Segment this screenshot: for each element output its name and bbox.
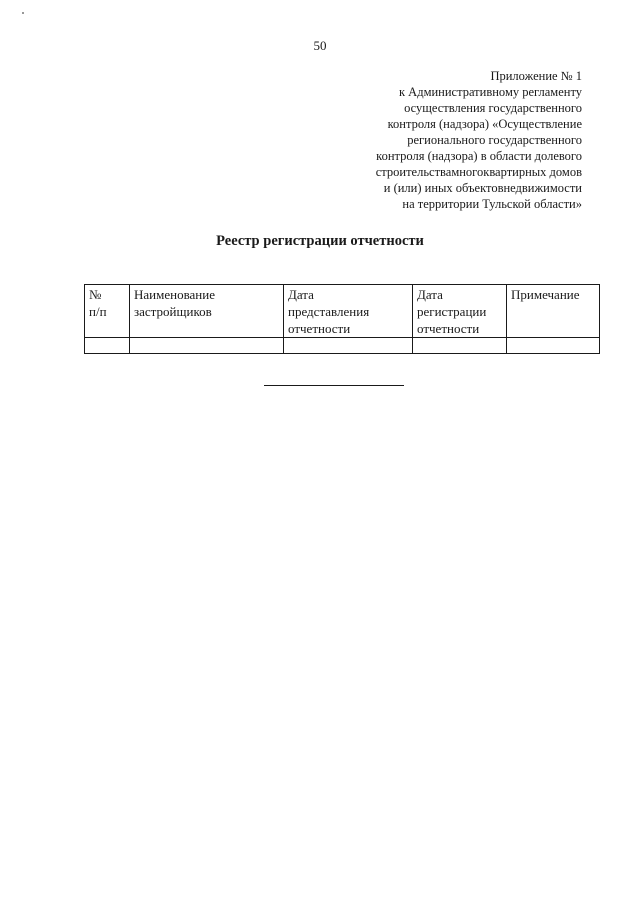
closing-divider (264, 385, 404, 386)
header-line: Наименование (134, 287, 215, 302)
appendix-line: к Административному регламенту (398, 85, 582, 99)
page-number: 50 (313, 38, 327, 53)
table-cell (284, 338, 413, 354)
table-header-row (85, 285, 600, 338)
document-title: Реестр регистрации отчетности (216, 233, 424, 249)
appendix-line: регионального государственного (407, 133, 582, 147)
header-developer-name (130, 285, 284, 338)
header-number (85, 285, 130, 338)
appendix-block (322, 68, 582, 212)
header-line: № (89, 287, 102, 302)
header-line: отчетности (417, 321, 480, 336)
appendix-line: Приложение № 1 (490, 69, 582, 83)
appendix-line: на территории Тульской области» (402, 197, 582, 211)
register-table (84, 284, 600, 354)
header-line: отчетности (288, 321, 351, 336)
header-registration-date (413, 285, 507, 338)
table-row (85, 338, 600, 354)
header-line: представления (288, 304, 370, 319)
header-line: застройщиков (134, 304, 212, 319)
header-submission-date (284, 285, 413, 338)
header-line: Дата (288, 287, 314, 302)
appendix-line: контроля (надзора) «Осуществление (387, 117, 582, 131)
table-cell (507, 338, 600, 354)
header-line: п/п (89, 304, 107, 319)
scan-speck (22, 12, 24, 14)
appendix-line: и (или) иных объектовнедвижимости (383, 181, 582, 195)
appendix-line: контроля (надзора) в области долевого (376, 149, 582, 163)
table-cell (130, 338, 284, 354)
appendix-line: строительствамногоквартирных домов (375, 165, 582, 179)
header-line: Примечание (511, 287, 580, 302)
table-cell (85, 338, 130, 354)
header-line: регистрации (417, 304, 487, 319)
table-cell (413, 338, 507, 354)
header-note (507, 285, 600, 338)
appendix-line: осуществления государственного (404, 101, 582, 115)
header-line: Дата (417, 287, 443, 302)
